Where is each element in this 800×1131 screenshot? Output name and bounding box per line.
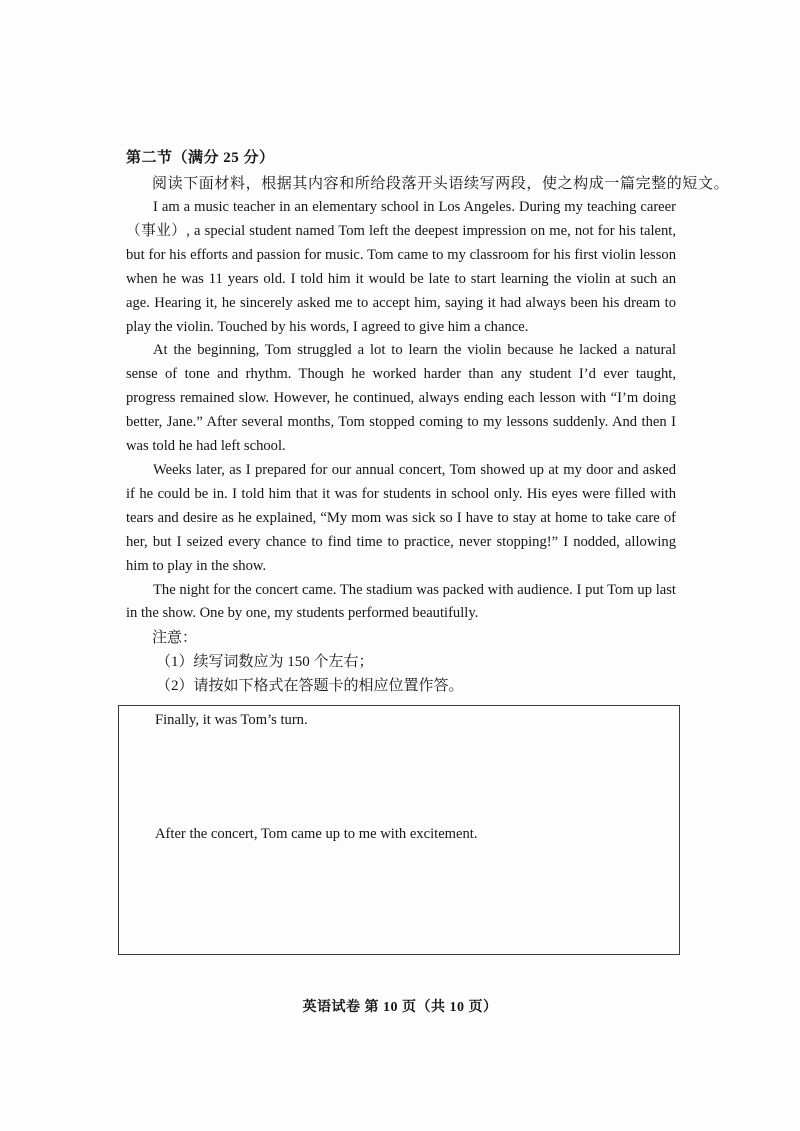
- answer-prompt-1: Finally, it was Tom’s turn.: [155, 712, 308, 728]
- passage-paragraph-3: Weeks later, as I prepared for our annual concert, Tom showed up at my door and asked if he could be in. I told him that it was for students in school only. His eyes were filled with tears and desire as he explained, “My mom was sick so I have to stay at home to take care of her, but I seized every chance to find time to practice, never stopping!” I nodded, allowing him to play in the show.: [126, 461, 676, 574]
- page-footer: 英语试卷 第 10 页（共 10 页）: [302, 1000, 498, 1015]
- passage-paragraph-4: The night for the concert came. The stadium was packed with audience. I put Tom up last in the show. One by one, my students performed beautifully.: [126, 581, 676, 622]
- passage-paragraph-2: At the beginning, Tom struggled a lot to learn the violin because he lacked a natural sense of tone and rhythm. Though he worked harder than any student I’d ever taught, progress remained slow. However, he continued, always ending each lesson with “I’m doing better, Jane.” After several months, Tom stopped coming to my lessons suddenly. And then I was told he had left school.: [126, 342, 676, 455]
- notes-block: [152, 626, 464, 698]
- note-item-2: （2）请按如下格式在答题卡的相应位置作答。: [156, 678, 464, 694]
- note-item-1: （1）续写词数应为 150 个左右；: [156, 654, 374, 670]
- passage-paragraph-1: I am a music teacher in an elementary school in Los Angeles. During my teaching career（事业）, a special student named Tom left the deepest impression on me, not for his talent, but for his efforts and passion for music. Tom came to my classroom for his first violin lesson when he was 11 years old. I told him it would be late to start learning the violin at such an age. Hearing it, he sincerely asked me to accept him, saying it had always been his dream to play the violin. Touched by his words, I agreed to give him a chance.: [126, 199, 676, 335]
- answer-prompt-2: After the concert, Tom came up to me with excitement.: [155, 826, 478, 842]
- answer-box: [118, 705, 680, 955]
- reading-passage: [126, 196, 676, 626]
- notes-heading: 注意：: [152, 630, 198, 646]
- section-title: 第二节（满分 25 分）: [126, 150, 275, 166]
- section-instruction: 阅读下面材料，根据其内容和所给段落开头语续写两段，使之构成一篇完整的短文。: [152, 176, 730, 192]
